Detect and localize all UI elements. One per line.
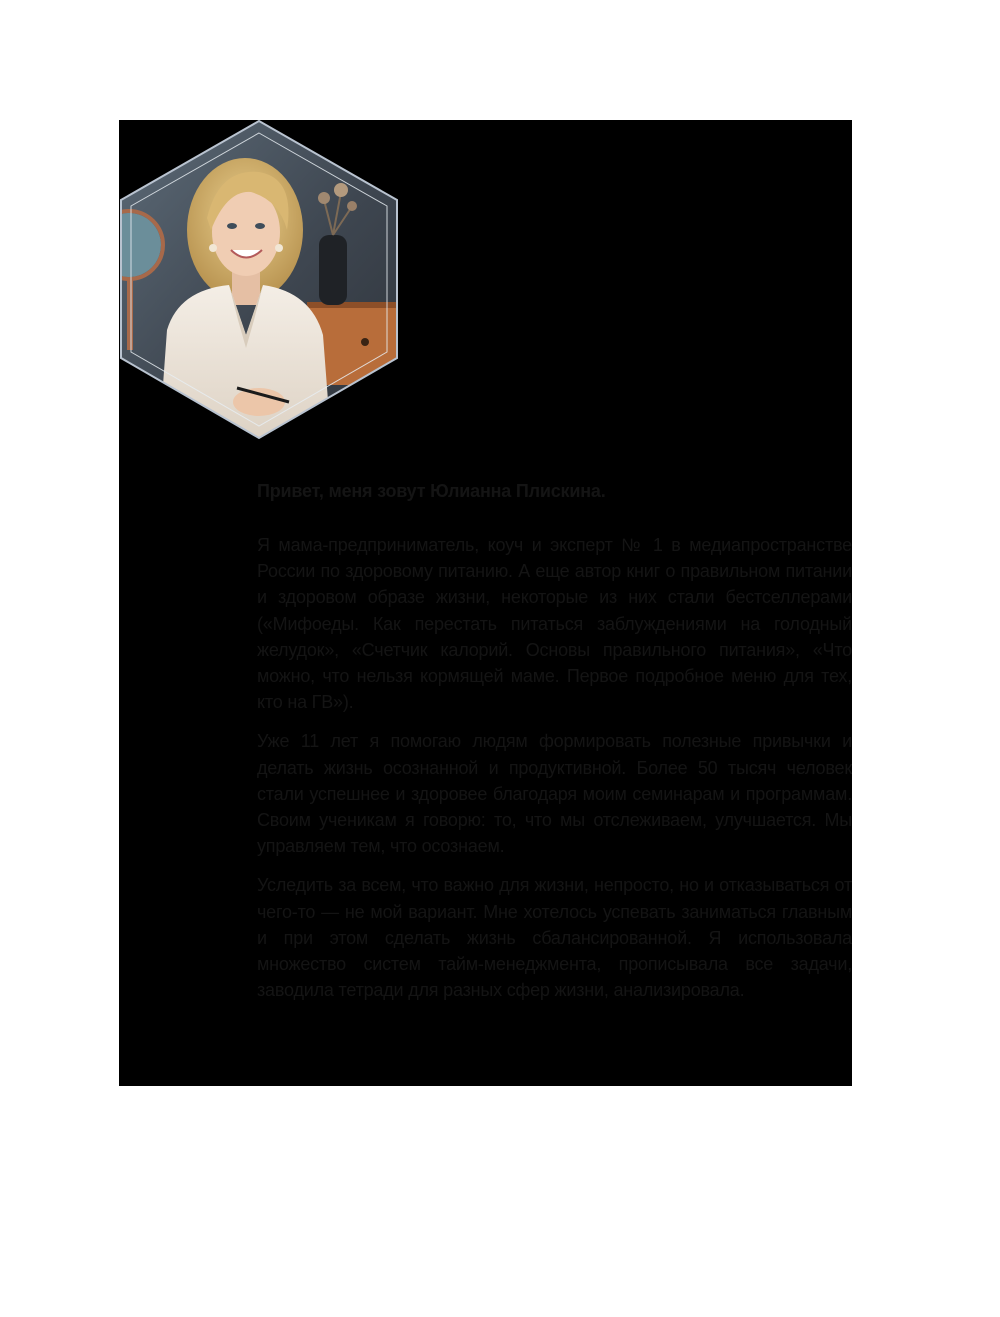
paragraph-2: Уже 11 лет я помогаю людям формировать полезные привычки и делать жизнь осознанной и продуктивной. Более 50 тысяч человек стали успешнее и здоровее благодаря моим семинарам и программам. Своим ученикам я говорю: то, что мы отслеживаем, улучшается. Мы управляем тем, что осознаем. bbox=[257, 731, 852, 857]
dark-content-panel bbox=[119, 120, 852, 1086]
author-introduction bbox=[257, 478, 852, 1016]
greeting-heading: Привет, меня зовут Юлианна Плискина. bbox=[257, 481, 606, 501]
paragraph-3: Уследить за всем, что важно для жизни, непросто, но и отказываться от чего-то — не мой вариант. Мне хотелось успевать заниматься главным и при этом сделать жизнь сбалансированной. Я использовала множество систем тайм-менеджмента, прописывала все задачи, заводила тетради для разных сфер жизни, анализировала. bbox=[257, 875, 852, 1001]
author-portrait bbox=[119, 120, 399, 440]
paragraph-1: Я мама-предприниматель, коуч и эксперт № 1 в медиапространстве России по здоровому питанию. А еще автор книг о правильном питании и здоровом образе жизни, некоторые из них стали бестселлерами («Мифоеды. Как перестать питаться заблуждениями на голодный желудок», «Счетчик калорий. Основы правильного питания», «Что можно, что нельзя кормящей маме. Первое подробное меню для тех, кто на ГВ»). bbox=[257, 535, 852, 713]
